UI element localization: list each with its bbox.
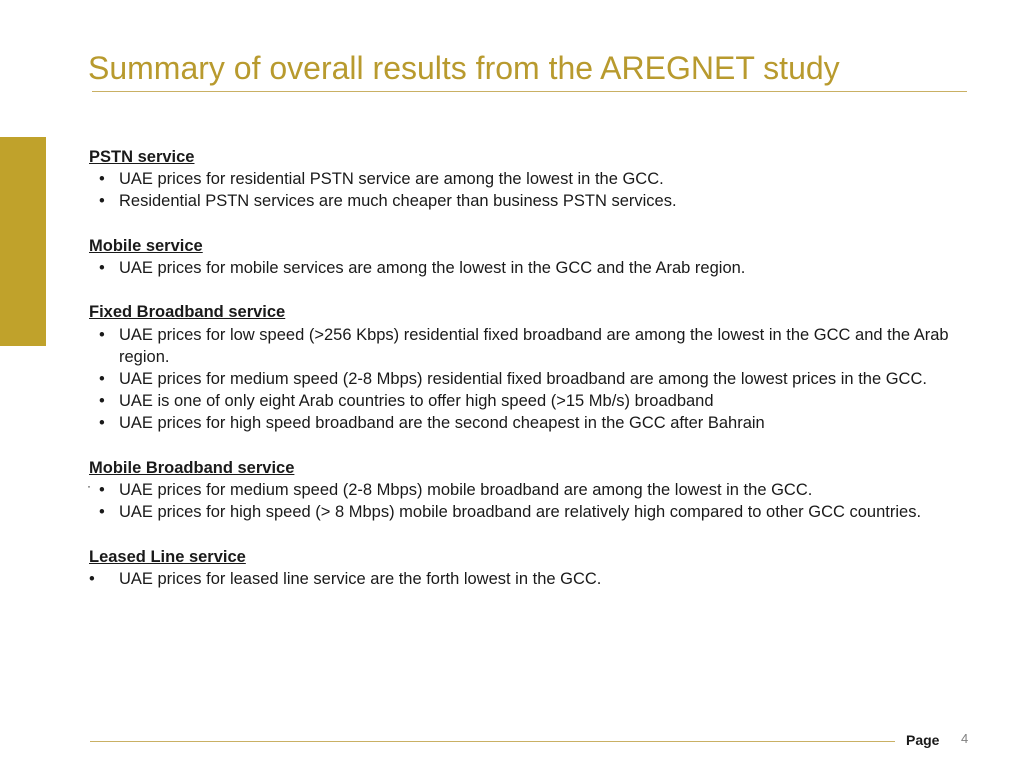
bullet-item: • UAE prices for mobile services are among the lowest in the GCC and the Arab region. <box>99 259 746 277</box>
bullet-item: • UAE prices for high speed (> 8 Mbps) mobile broadband are relatively high compared to other GCC countries. <box>99 503 922 522</box>
stray-dot: · <box>87 479 91 493</box>
bullet-item: • Residential PSTN services are much cheaper than business PSTN services. <box>99 192 677 211</box>
footer-divider <box>90 741 895 742</box>
side-accent-bar <box>0 137 46 346</box>
section-leased-line <box>89 546 959 590</box>
bullet-item: · • UAE prices for medium speed (2-8 Mbps) mobile broadband are among the lowest in the GCC. <box>89 479 959 501</box>
bullet-list <box>89 257 959 279</box>
bullet-list <box>89 168 959 212</box>
section-heading: PSTN service <box>89 148 195 166</box>
section-heading: Leased Line service <box>89 547 246 566</box>
section-heading: Mobile Broadband service <box>89 458 295 477</box>
bullet-item: • UAE prices for residential PSTN service are among the lowest in the GCC. <box>99 170 664 189</box>
bullet-item: • UAE prices for high speed broadband are the second cheapest in the GCC after Bahrain <box>99 414 765 433</box>
section-pstn <box>89 146 959 213</box>
page-number: 4 <box>961 731 969 746</box>
section-heading: Mobile service <box>89 236 203 255</box>
section-fixed-broadband <box>89 301 959 434</box>
bullet-list <box>89 324 959 435</box>
slide-body <box>89 146 959 612</box>
section-heading: Fixed Broadband service <box>89 303 286 322</box>
bullet-item: • UAE prices for leased line service are the forth lowest in the GCC. <box>89 569 602 588</box>
bullet-item: • UAE is one of only eight Arab countries to offer high speed (>15 Mb/s) broadband <box>99 392 714 411</box>
page-label: Page <box>906 732 940 748</box>
bullet-list <box>89 479 959 523</box>
section-mobile-broadband <box>89 457 959 524</box>
bullet-item: • UAE prices for medium speed (2-8 Mbps) residential fixed broadband are among the lowest prices in the GCC. <box>99 370 927 388</box>
section-mobile <box>89 235 959 279</box>
bullet-item: • UAE prices for low speed (>256 Kbps) residential fixed broadband are among the lowest in the GCC and the Arab region. <box>99 325 949 366</box>
slide-title: Summary of overall results from the AREGNET study <box>88 50 840 86</box>
bullet-list <box>89 568 959 590</box>
title-underline <box>92 91 967 92</box>
